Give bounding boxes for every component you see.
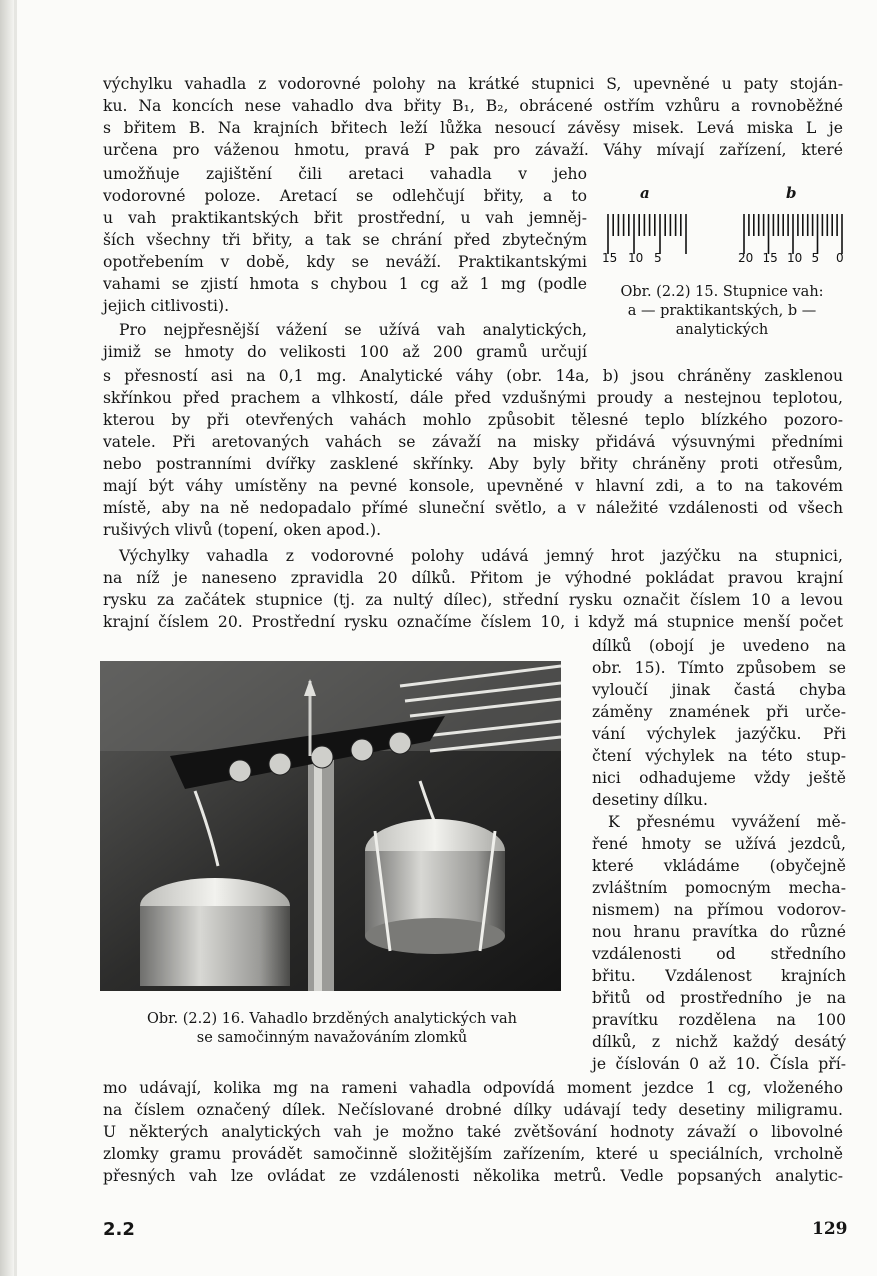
page-binding-shadow: [14, 0, 17, 1276]
text-line: desetiny dílku.: [592, 791, 708, 809]
text-line: vání výchylek jazýčku. Při: [592, 725, 846, 743]
caption-line: analytických: [675, 322, 769, 338]
text-line: řené hmoty se užívá jezdců,: [592, 835, 846, 853]
scale-tick-label: 5: [811, 251, 820, 265]
text-line: jimiž se hmoty do velikosti 100 až 200 gramů určují: [103, 343, 587, 361]
scale-tick-label: 5: [654, 251, 662, 265]
text-line: s břitem B. Na krajních břitech leží lůžka nesoucí závěsy misek. Levá miska L je: [103, 119, 843, 137]
text-line: určena pro váženou hmotu, pravá P pak pro závaží. Váhy mívají zařízení, které: [103, 141, 843, 159]
text-line: s přesností asi na 0,1 mg. Analytické váhy (obr. 14a, b) jsou chráněny zasklenou: [103, 367, 843, 385]
scale-tick-label: 15: [762, 251, 778, 265]
scale-tick-label: 10: [787, 251, 803, 265]
text-line: břitu. Vzdálenost krajních: [592, 967, 846, 985]
text-line: skřínkou před prachem a vlhkostí, dále před vzdušnými proudy a nestejnou teplotou,: [103, 389, 843, 407]
text-line: čtení výchylek na této stup-: [592, 747, 846, 765]
text-line: K přesnému vyvážení mě-: [608, 813, 846, 831]
text-line: na číslem označený dílek. Nečíslované drobné dílky udávají tedy desetiny miligramu.: [103, 1101, 843, 1119]
text-line: ku. Na koncích nese vahadlo dva břity B₁, B₂, obrácené ostřím vzhůru a rovnoběžné: [103, 97, 843, 115]
scale-tick-label: 20: [738, 251, 754, 265]
text-line: nou hranu pravítka do různé: [592, 923, 846, 941]
figure-15-caption: [598, 283, 846, 340]
text-line: vyloučí jinak častá chyba: [592, 681, 846, 699]
scale-a-label: a: [640, 184, 650, 202]
caption-line: se samočinným navažováním zlomků: [196, 1030, 468, 1046]
figure-16-photo: [100, 661, 561, 991]
text-line: U některých analytických vah je možno také zvětšování hodnoty závaží o libovolné: [103, 1123, 843, 1141]
text-line: vzdálenosti od středního: [592, 945, 846, 963]
section-number: 2.2: [103, 1219, 135, 1240]
text-line: rušivých vlivů (topení, oken apod.).: [103, 521, 382, 539]
text-line: pravítku rozdělena na 100: [592, 1011, 846, 1029]
scale-tick-label: 15: [602, 251, 618, 265]
text-line: vodorovné poloze. Aretací se odlehčují břity, a to: [103, 187, 587, 205]
text-line: ších všechny tři břity, a tak se chrání před zbytečným: [103, 231, 587, 249]
text-line: rysku za začátek stupnice (tj. za nultý dílec), střední rysku označit číslem 10 a levou: [103, 591, 843, 609]
text-line: mají být váhy umístěny na pevné konsole, upevněné v hlavní zdi, a to na takovém: [103, 477, 843, 495]
text-line: mo udávají, kolika mg na rameni vahadla odpovídá moment jezdce 1 cg, vloženého: [103, 1079, 843, 1097]
figure-16-caption: [103, 1010, 561, 1048]
text-line: je číslován 0 až 10. Čísla pří-: [592, 1055, 846, 1073]
text-line: přesných vah lze ovládat ze vzdálenosti několika metrů. Vedle popsaných analytic-: [103, 1167, 843, 1185]
text-line: nismem) na přímou vodorov-: [592, 901, 846, 919]
text-line: kterou by při otevřených vahách mohlo způsobit tělesné teplo blízkého pozoro-: [103, 411, 843, 429]
text-line: opotřebením v době, kdy se neváží. Praktikantskými: [103, 253, 587, 271]
text-line: nici odhadujeme vždy ještě: [592, 769, 846, 787]
text-line: zvláštním pomocným mecha-: [592, 879, 846, 897]
text-line: nebo postranními dvířky zasklené skřínky. Aby byly břity chráněny proti otřesům,: [103, 455, 843, 473]
caption-line: Obr. (2.2) 15. Stupnice vah:: [620, 284, 824, 300]
text-line: na níž je naneseno zpravidla 20 dílků. Přitom je výhodné pokládat pravou krajní: [103, 569, 843, 587]
text-line: které vkládáme (obyčejně: [592, 857, 846, 875]
text-line: vahami se zjistí hmota s chybou 1 cg až 1 mg (podle: [103, 275, 587, 293]
page-binding-edge: [0, 0, 14, 1276]
caption-line: Obr. (2.2) 16. Vahadlo brzděných analytických vah: [147, 1011, 517, 1027]
text-line: umožňuje zajištění čili aretaci vahadla v jeho: [103, 165, 587, 183]
text-line: výchylku vahadla z vodorovné polohy na krátké stupnici S, upevněné u paty stoján-: [103, 75, 843, 93]
caption-line: a — praktikantských, b —: [627, 303, 817, 319]
scale-tick-label: 0: [836, 251, 844, 265]
text-line: zlomky gramu provádět samočinně složitějším zařízením, které u speciálních, vrcholně: [103, 1145, 843, 1163]
scale-ticks-drawing: [598, 184, 848, 274]
text-line: krajní číslem 20. Prostřední rysku označíme číslem 10, i když má stupnice menší počet: [103, 613, 843, 631]
text-line: místě, aby na ně nedopadalo přímé sluneční světlo, a v náležité vzdálenosti od všech: [103, 499, 843, 517]
page-number: 129: [812, 1219, 848, 1239]
text-line: jejich citlivosti).: [103, 297, 230, 315]
text-line: u vah praktikantských břit prostřední, u vah jemněj-: [103, 209, 587, 227]
text-line: Pro nejpřesnější vážení se užívá vah analytických,: [119, 321, 587, 339]
balance-beam-illustration: [100, 661, 561, 991]
text-line: dílků, z nichž každý desátý: [592, 1033, 846, 1051]
text-line: záměny znamének při urče-: [592, 703, 846, 721]
scale-tick-label: 10: [628, 251, 644, 265]
text-line: Výchylky vahadla z vodorovné polohy udává jemný hrot jazýčku na stupnici,: [119, 547, 843, 565]
text-line: vatele. Při aretovaných vahách se závaží na misky přidává výsuvnými předními: [103, 433, 843, 451]
figure-15-scales: [598, 184, 848, 274]
scale-b-label: b: [786, 184, 797, 202]
text-line: obr. 15). Tímto způsobem se: [592, 659, 846, 677]
text-line: dílků (obojí je uvedeno na: [592, 637, 846, 655]
text-line: břitů od prostředního je na: [592, 989, 846, 1007]
